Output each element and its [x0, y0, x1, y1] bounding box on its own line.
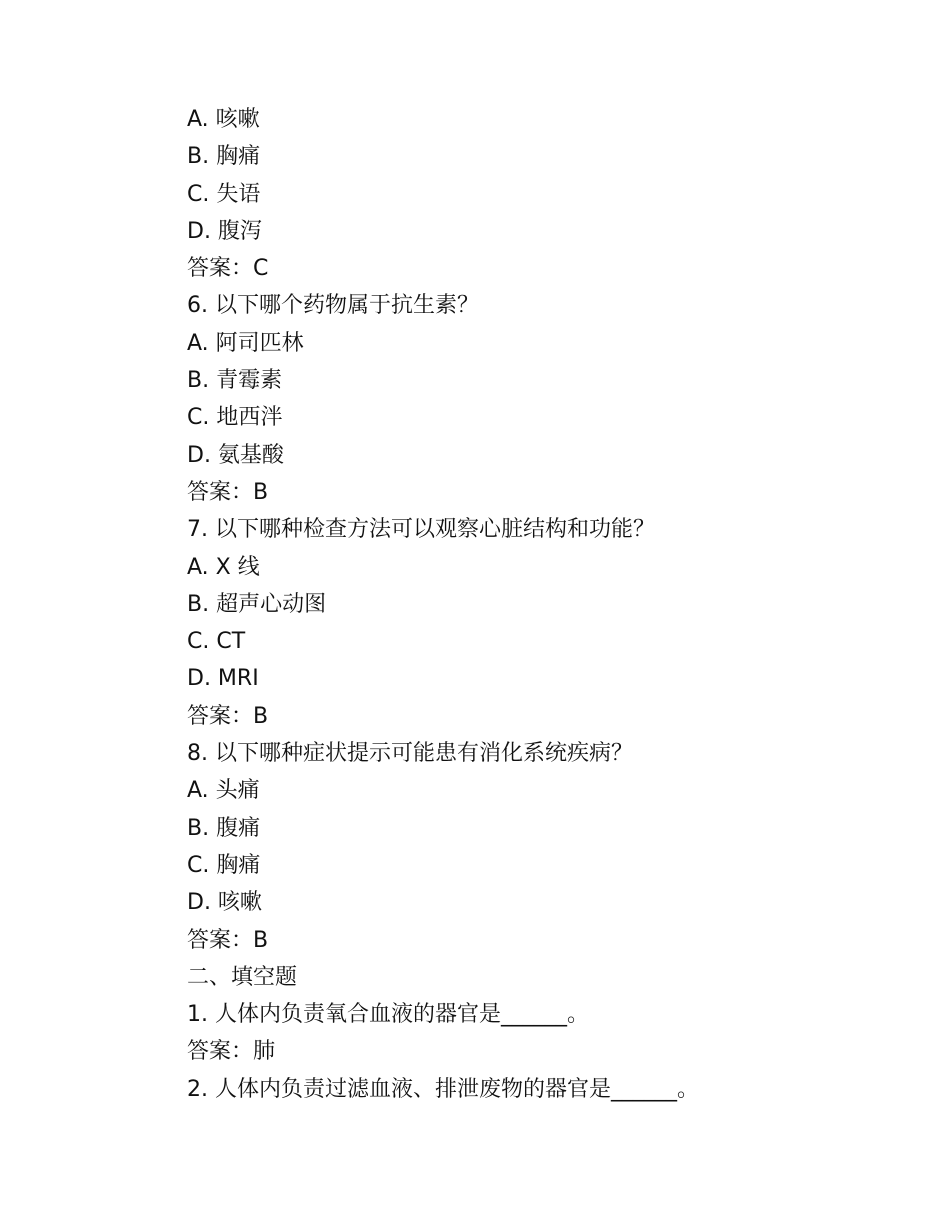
q8-option-a: A. 头痛 — [187, 778, 260, 804]
q6-option-b: B. 青霉素 — [187, 368, 283, 394]
section-heading-fill-in: 二、填空题 — [187, 964, 298, 990]
q8-question: 8. 以下哪种症状提示可能患有消化系统疾病？ — [187, 741, 633, 767]
q5-option-b: B. 胸痛 — [187, 144, 261, 170]
q5-answer: 答案：C — [187, 256, 269, 282]
q6-option-a: A. 阿司匹林 — [187, 330, 304, 356]
q8-option-c: C. 胸痛 — [187, 852, 261, 878]
document-body — [187, 101, 887, 1108]
q6-option-d: D. 氨基酸 — [187, 442, 284, 468]
fill-q1-question: 1. 人体内负责氧合血液的器官是______。 — [187, 1002, 589, 1028]
q5-option-a: A. 咳嗽 — [187, 107, 260, 132]
q7-question: 7. 以下哪种检查方法可以观察心脏结构和功能？ — [187, 517, 655, 543]
q6-answer: 答案：B — [187, 479, 269, 505]
q8-option-b: B. 腹痛 — [187, 815, 261, 841]
q7-option-c: C. CT — [187, 629, 246, 655]
fill-q2-question: 2. 人体内负责过滤血液、排泄废物的器官是______。 — [187, 1076, 699, 1102]
q5-option-c: C. 失语 — [187, 181, 261, 207]
q7-answer: 答案：B — [187, 703, 269, 729]
q8-answer: 答案：B — [187, 927, 269, 953]
fill-q1-answer: 答案：肺 — [187, 1039, 276, 1065]
q7-option-b: B. 超声心动图 — [187, 591, 327, 617]
q6-option-c: C. 地西泮 — [187, 405, 283, 431]
q7-option-d: D. MRI — [187, 666, 259, 692]
q5-option-d: D. 腹泻 — [187, 218, 262, 244]
q7-option-a: A. X 线 — [187, 554, 260, 580]
q6-question: 6. 以下哪个药物属于抗生素？ — [187, 293, 479, 319]
q8-option-d: D. 咳嗽 — [187, 890, 262, 916]
